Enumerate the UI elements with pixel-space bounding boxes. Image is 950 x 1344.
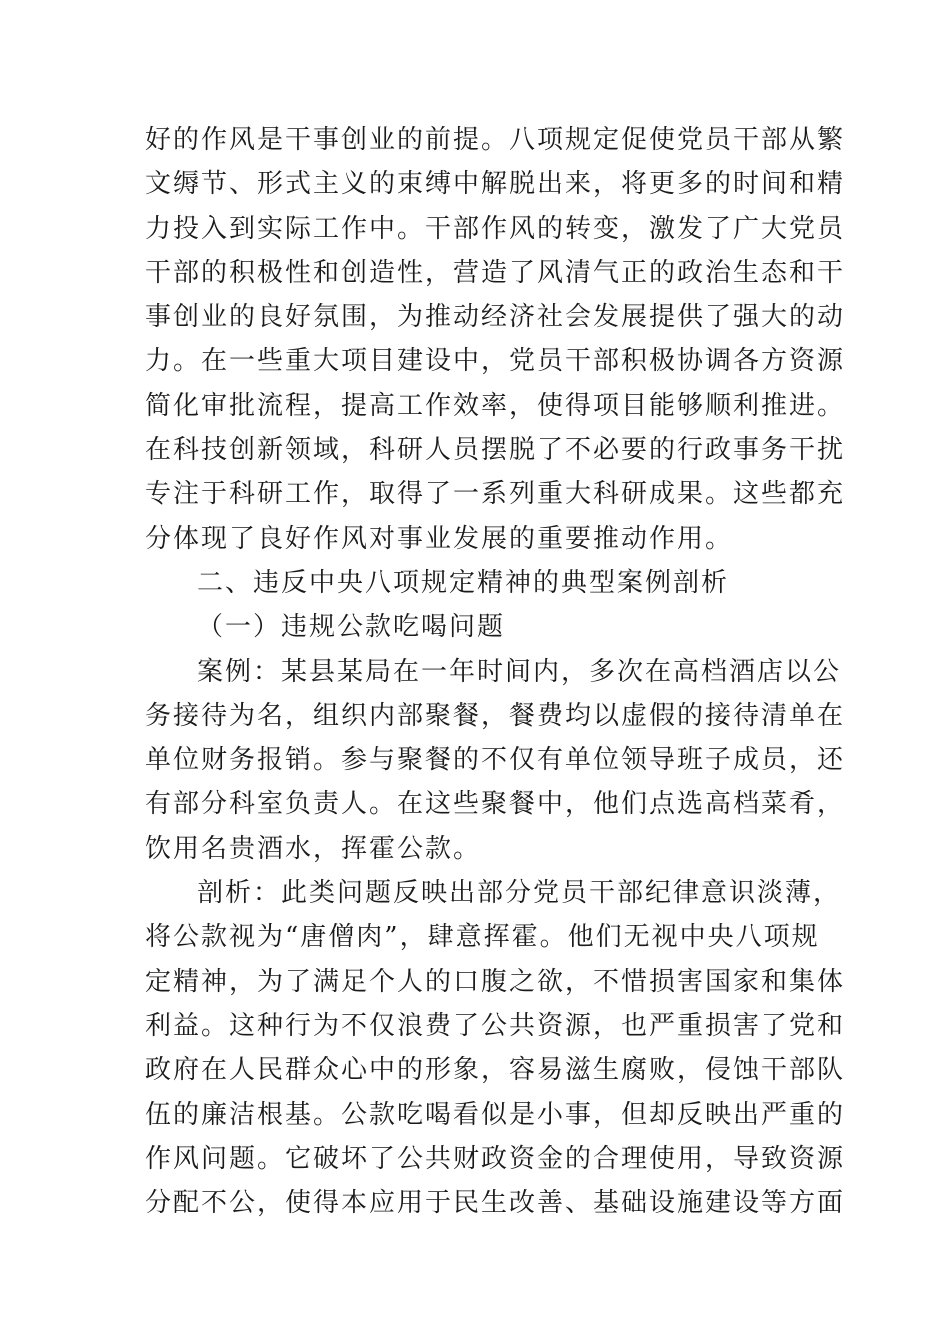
text-line: 分配不公，使得本应用于民生改善、基础设施建设等方面 (145, 1188, 846, 1219)
text-line: 力。在一些重大项目建设中，党员干部积极协调各方资源 (145, 346, 846, 377)
text-line: 好的作风是干事创业的前提。八项规定促使党员干部从繁 (145, 125, 846, 155)
text-line: 定精神，为了满足个人的口腹之欲，不惜损害国家和集体 (145, 966, 846, 997)
text-line: 在科技创新领域，科研人员摆脱了不必要的行政事务干扰 (145, 435, 846, 466)
paragraph-achievements (145, 118, 846, 561)
text-line: 事创业的良好氛围，为推动经济社会发展提供了强大的动 (145, 302, 846, 333)
text-line: 伍的廉洁根基。公款吃喝看似是小事，但却反映出严重的 (145, 1099, 846, 1130)
text-line: 文缛节、形式主义的束缚中解脱出来，将更多的时间和精 (145, 169, 846, 200)
text-line: 力投入到实际工作中。干部作风的转变，激发了广大党员 (145, 213, 846, 244)
text-line: 案例：某县某局在一年时间内，多次在高档酒店以公 (197, 656, 842, 687)
text-line: 专注于科研工作，取得了一系列重大科研成果。这些都充 (145, 479, 846, 510)
text-line: 将公款视为“唐僧肉”，肆意挥霍。他们无视中央八项规 (145, 922, 820, 953)
text-line: 简化审批流程，提高工作效率，使得项目能够顺利推进。 (145, 390, 846, 421)
text-line: 作风问题。它破坏了公共财政资金的合理使用，导致资源 (145, 1143, 846, 1174)
text-line: 利益。这种行为不仅浪费了公共资源，也严重损害了党和 (145, 1010, 846, 1041)
document-body (145, 118, 846, 1225)
text-line: 务接待为名，组织内部聚餐，餐费均以虚假的接待清单在 (145, 700, 846, 731)
paragraph-case (145, 650, 846, 871)
text-line: 政府在人民群众心中的形象，容易滋生腐败，侵蚀干部队 (145, 1055, 846, 1086)
subsection-heading: （一）违规公款吃喝问题 (197, 612, 506, 643)
text-line: 分体现了良好作风对事业发展的重要推动作用。 (145, 523, 734, 554)
text-line: 有部分科室负责人。在这些聚餐中，他们点选高档菜肴， (145, 789, 846, 820)
paragraph-analysis (145, 871, 846, 1225)
text-line: 饮用名贵酒水，挥霍公款。 (145, 833, 482, 864)
text-line: 干部的积极性和创造性，营造了风清气正的政治生态和干 (145, 257, 846, 288)
text-line: 单位财务报销。参与聚餐的不仅有单位领导班子成员，还 (145, 745, 846, 776)
section-heading: 二、违反中央八项规定精神的典型案例剖析 (197, 567, 730, 598)
text-line: 剖析：此类问题反映出部分党员干部纪律意识淡薄， (197, 878, 842, 909)
